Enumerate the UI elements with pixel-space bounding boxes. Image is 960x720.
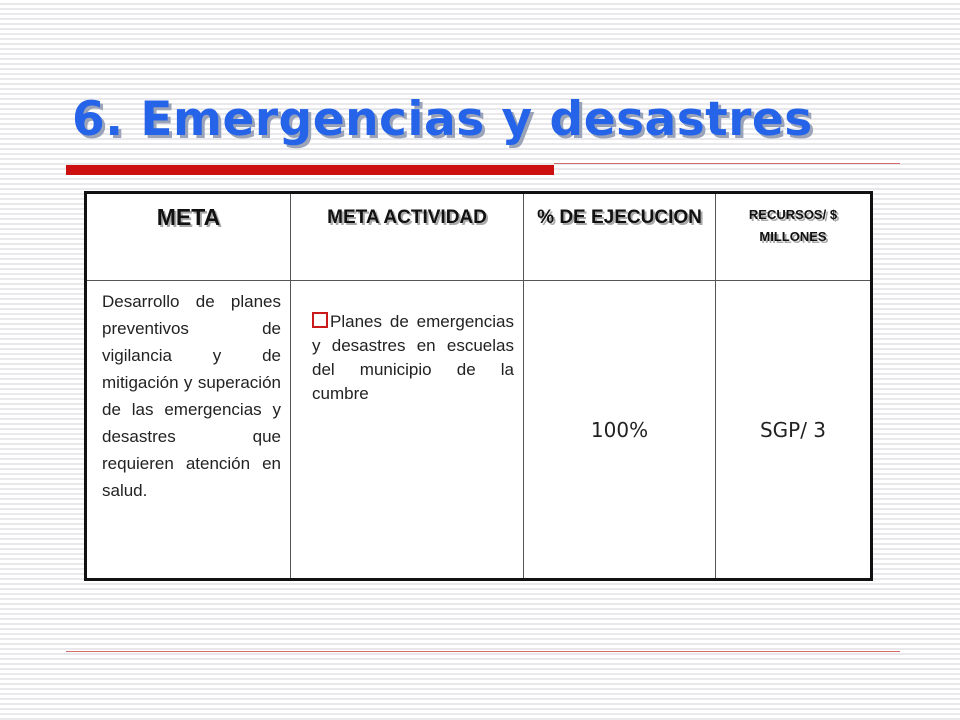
table-header-row <box>86 193 872 281</box>
cell-recursos: SGP/ 3 <box>716 281 872 580</box>
cell-meta <box>86 281 291 580</box>
slide-title: 6. Emergencias y desastres <box>72 92 813 147</box>
header-meta: META <box>86 193 291 281</box>
title-underline-bar <box>66 165 554 175</box>
cell-meta-actividad <box>291 281 524 580</box>
actividad-text: Planes de emergencias y desastres en escuelas del municipio de la cumbre <box>312 312 514 403</box>
meta-table <box>84 191 873 581</box>
header-meta-actividad: META ACTIVIDAD <box>291 193 524 281</box>
actividad-description <box>291 281 523 406</box>
hollow-square-bullet-icon <box>312 312 328 328</box>
cell-porcentaje: 100% <box>524 281 716 580</box>
table-row <box>86 281 872 580</box>
meta-description: Desarrollo de planes preventivos de vigilancia y de mitigación y superación de las emergencias y desastres que requieren atención en salud. <box>102 292 281 500</box>
header-porcentaje-ejecucion: % DE EJECUCION <box>524 193 716 281</box>
title-divider-line <box>554 163 900 164</box>
header-recursos: RECURSOS/ $ MILLONES <box>716 193 872 281</box>
footer-divider-line <box>66 651 900 652</box>
